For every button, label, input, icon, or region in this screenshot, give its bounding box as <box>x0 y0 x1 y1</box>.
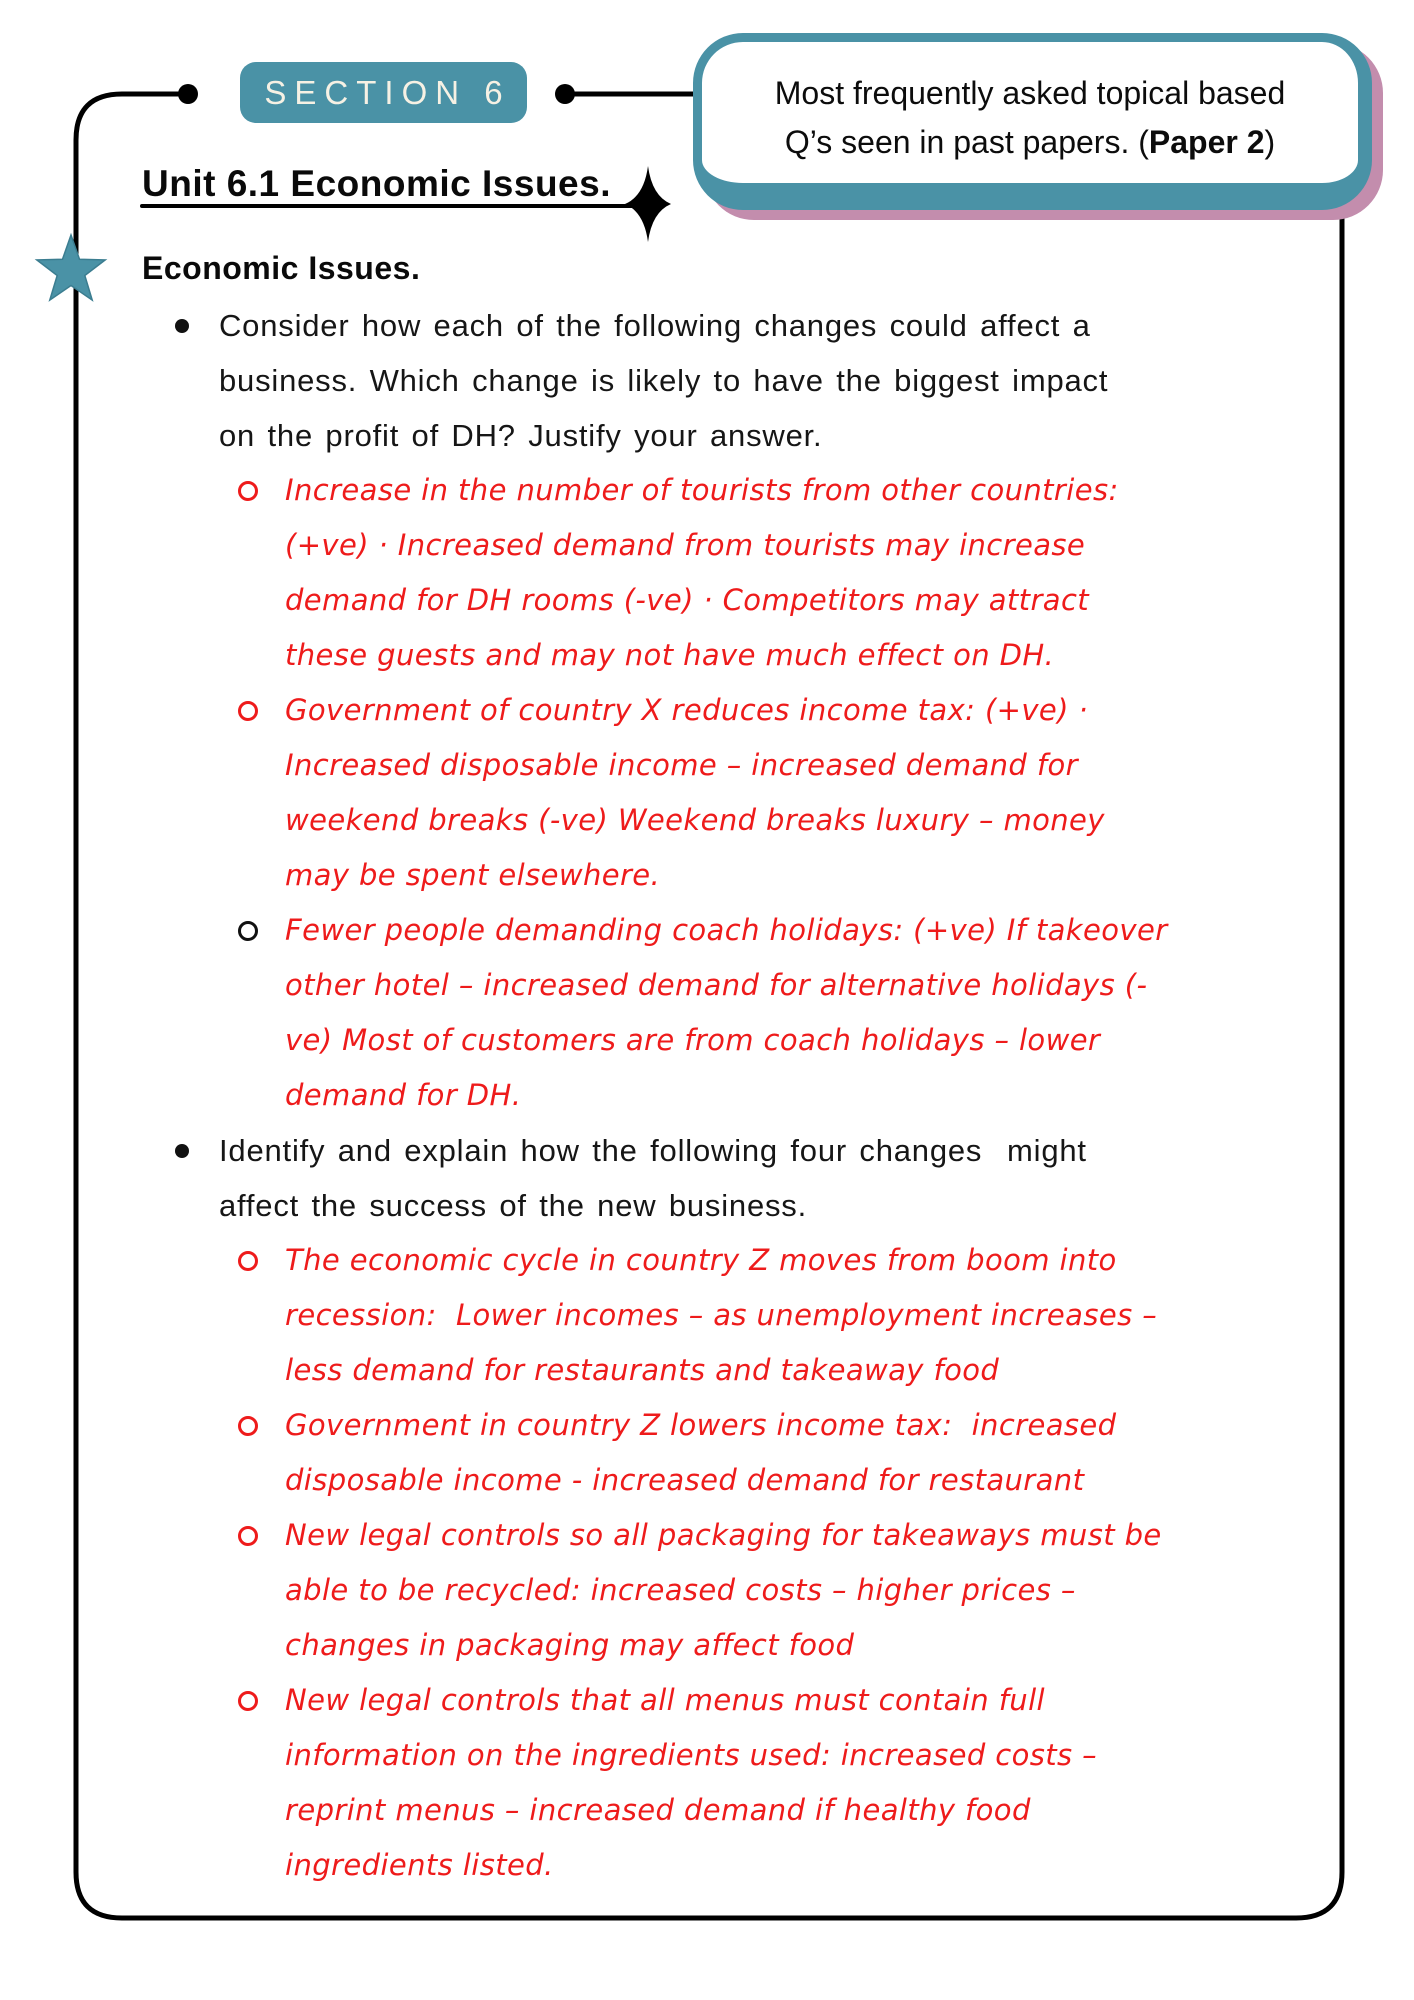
sub-bullet-marker <box>238 921 258 941</box>
sub-bullet-marker <box>238 1251 258 1271</box>
note-line <box>142 1563 1352 1618</box>
note-line <box>142 573 1352 628</box>
section-badge <box>240 62 527 123</box>
note-line-text: these guests and may not have much effect on DH. <box>285 638 1055 672</box>
note-line-text: Consider how each of the following changes could affect a <box>219 308 1091 343</box>
note-line-text: other hotel – increased demand for alternative holidays (- <box>285 968 1148 1002</box>
note-line <box>142 793 1352 848</box>
note-line-text: information on the ingredients used: increased costs – <box>285 1738 1098 1772</box>
note-line <box>142 958 1352 1013</box>
note-line <box>142 848 1352 903</box>
note-line-text: Increased disposable income – increased demand for <box>285 748 1078 782</box>
note-line-text: may be spent elsewhere. <box>285 858 661 892</box>
note-line-text: Fewer people demanding coach holidays: (+ve) If takeover <box>285 913 1168 947</box>
section-heading: Economic Issues. <box>142 250 421 286</box>
note-line <box>142 738 1352 793</box>
sub-bullet-marker <box>238 701 258 721</box>
callout-line-2-post: ) <box>1264 124 1276 160</box>
note-line <box>142 463 1352 518</box>
note-line <box>142 1453 1352 1508</box>
bullet-marker <box>175 1144 189 1158</box>
note-line <box>142 1123 1352 1178</box>
note-line-text: reprint menus – increased demand if healthy food <box>285 1793 1031 1827</box>
note-line <box>142 408 1352 463</box>
note-line-text: less demand for restaurants and takeaway food <box>285 1353 1000 1387</box>
note-line-text: Increase in the number of tourists from other countries: <box>285 473 1119 507</box>
note-line <box>142 1398 1352 1453</box>
note-line <box>142 1728 1352 1783</box>
note-line <box>142 1343 1352 1398</box>
note-line-text: business. Which change is likely to have the biggest impact <box>219 363 1109 398</box>
note-line-text: on the profit of DH? Justify your answer. <box>219 418 823 453</box>
note-line-text: Government of country X reduces income tax: (+ve) · <box>285 693 1089 727</box>
note-line-text: The economic cycle in country Z moves from boom into <box>285 1243 1117 1277</box>
connector-dot-left <box>178 84 198 104</box>
sub-bullet-marker <box>238 481 258 501</box>
note-line-text: Identify and explain how the following four changes might <box>219 1133 1087 1168</box>
note-line-text: able to be recycled: increased costs – higher prices – <box>285 1573 1076 1607</box>
section-badge-label: SECTION 6 <box>264 73 511 111</box>
note-line-text: ingredients listed. <box>285 1848 554 1882</box>
notes-list <box>142 298 1352 1893</box>
note-line-text: changes in packaging may affect food <box>285 1628 855 1662</box>
note-line <box>142 1233 1352 1288</box>
callout-line-2-bold: Paper 2 <box>1148 124 1265 160</box>
note-line <box>142 683 1352 738</box>
note-line <box>142 298 1352 353</box>
callout-line-1: Most frequently asked topical based <box>774 75 1286 111</box>
note-line-text: ve) Most of customers are from coach holidays – lower <box>285 1023 1101 1057</box>
callout-line-2-pre: Q’s seen in past papers. ( <box>784 124 1149 160</box>
note-line <box>142 1068 1352 1123</box>
note-line <box>142 1178 1352 1233</box>
note-line <box>142 1838 1352 1893</box>
note-line-text: New legal controls so all packaging for takeaways must be <box>285 1518 1162 1552</box>
sub-bullet-marker <box>238 1526 258 1546</box>
note-line <box>142 903 1352 958</box>
note-line <box>142 353 1352 408</box>
bullet-marker <box>175 319 189 333</box>
unit-title: Unit 6.1 Economic Issues. <box>142 163 611 204</box>
callout-line-2 <box>785 121 1275 163</box>
note-line-text: Government in country Z lowers income tax: increased <box>285 1408 1117 1442</box>
note-line <box>142 1013 1352 1068</box>
note-line <box>142 1288 1352 1343</box>
note-line-text: affect the success of the new business. <box>219 1188 807 1223</box>
note-line-text: weekend breaks (-ve) Weekend breaks luxury – money <box>285 803 1105 837</box>
note-line <box>142 1673 1352 1728</box>
note-line-text: recession: Lower incomes – as unemployment increases – <box>285 1298 1158 1332</box>
note-line <box>142 518 1352 573</box>
callout-bubble <box>693 33 1372 210</box>
star-icon <box>37 235 105 300</box>
sub-bullet-marker <box>238 1691 258 1711</box>
note-line-text: (+ve) · Increased demand from tourists may increase <box>285 528 1086 562</box>
note-line <box>142 1508 1352 1563</box>
note-line <box>142 1783 1352 1838</box>
note-line-text: demand for DH. <box>285 1078 522 1112</box>
note-line <box>142 1618 1352 1673</box>
sparkle-icon <box>625 166 671 242</box>
note-line <box>142 628 1352 683</box>
connector-dot-right <box>555 84 575 104</box>
note-line-text: New legal controls that all menus must contain full <box>285 1683 1045 1717</box>
sub-bullet-marker <box>238 1416 258 1436</box>
note-line-text: demand for DH rooms (-ve) · Competitors may attract <box>285 583 1090 617</box>
note-line-text: disposable income - increased demand for restaurant <box>285 1463 1085 1497</box>
